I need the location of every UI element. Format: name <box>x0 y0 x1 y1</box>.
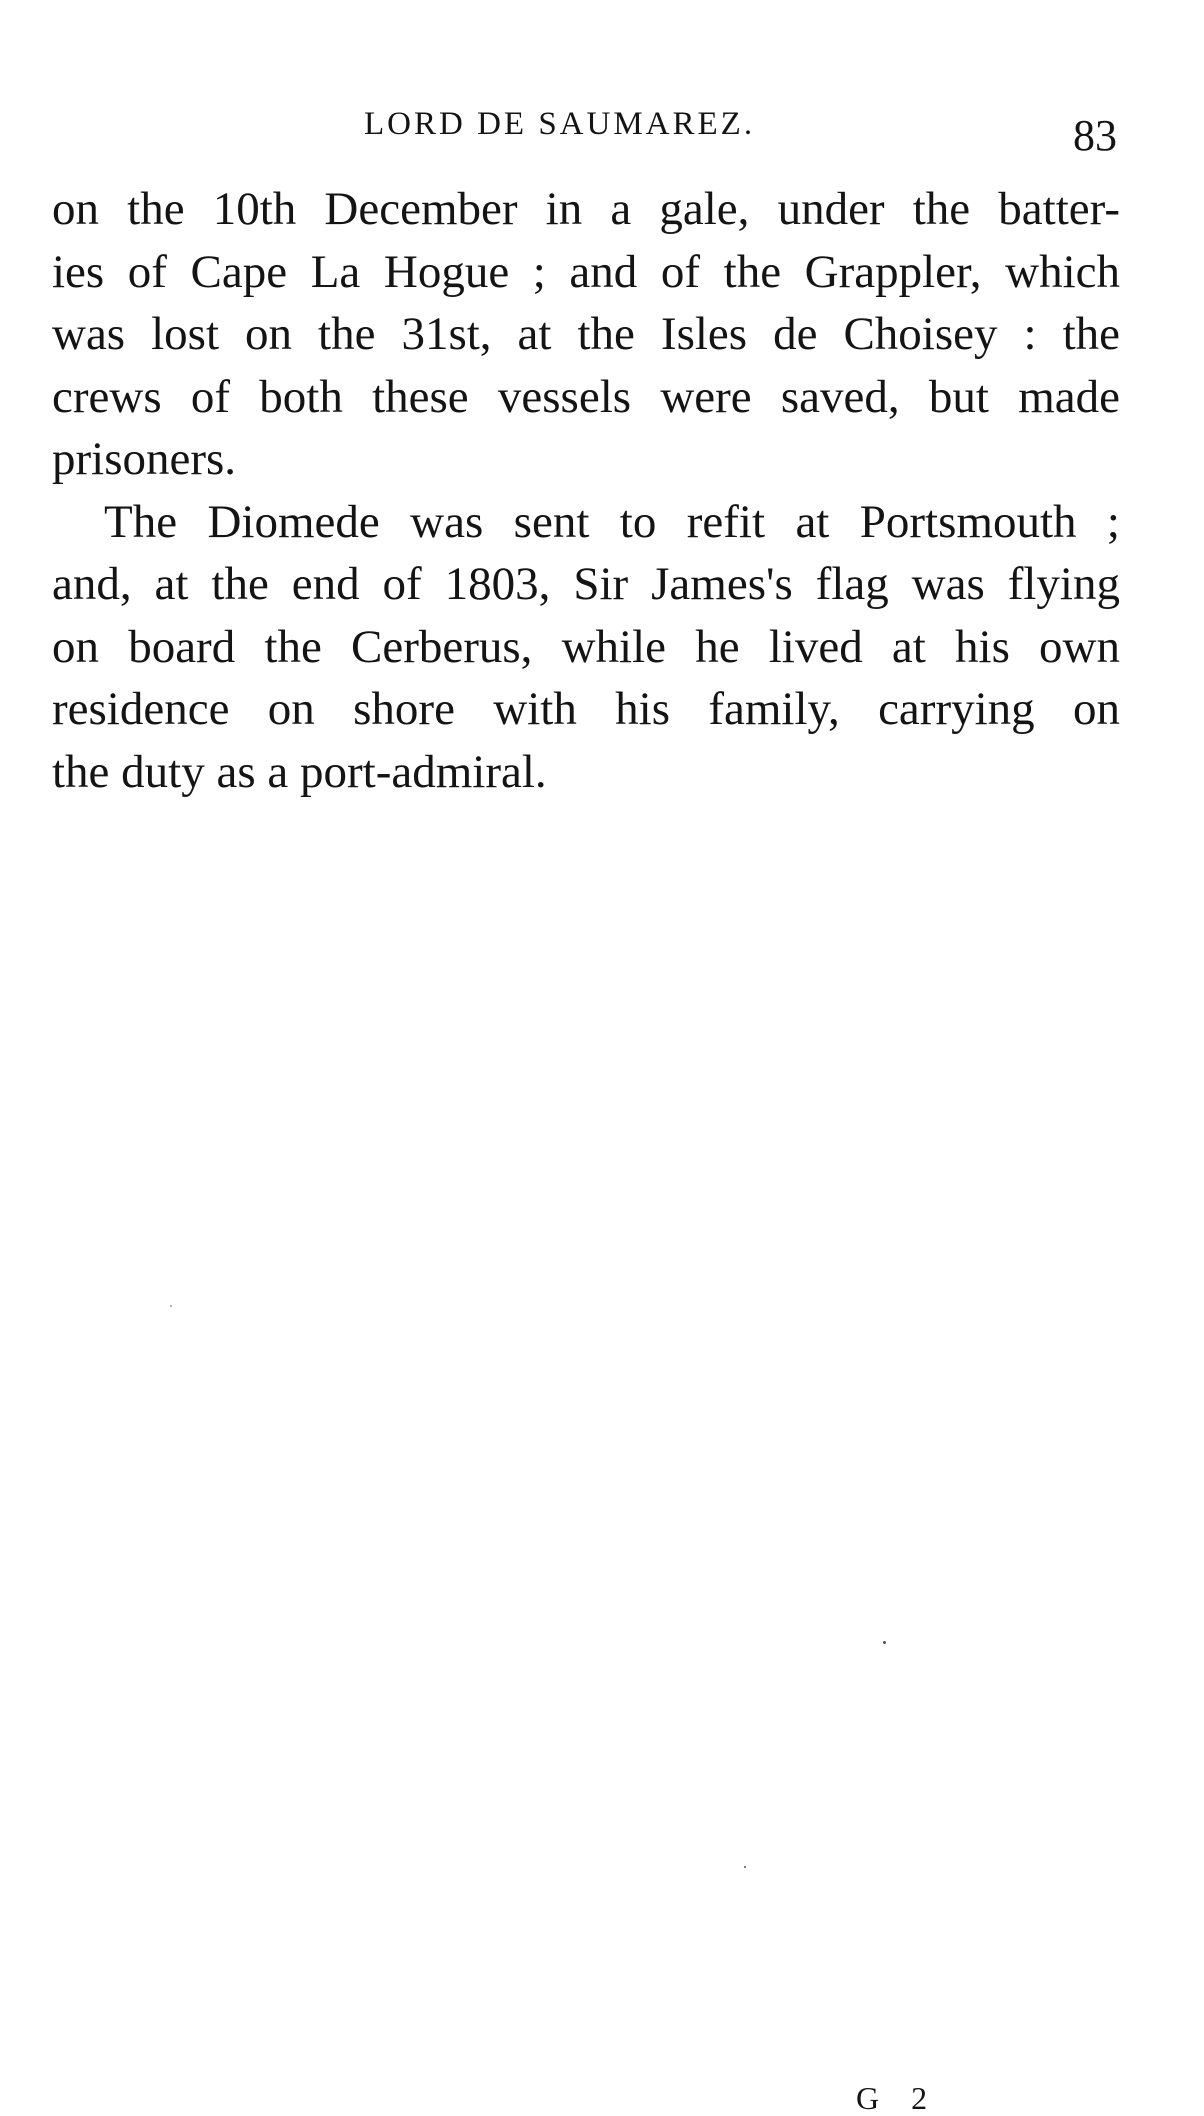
paragraph <box>52 491 1120 804</box>
text-line: ies of Cape La Hogue ; and of the Grappler, which <box>52 245 1120 298</box>
text-line: the duty as a port-admiral. <box>52 745 547 798</box>
signature-mark: G 2 <box>856 2080 940 2116</box>
paper-speck <box>170 1305 172 1307</box>
text-line: prisoners. <box>52 433 237 485</box>
text-line: was lost on the 31st, at the Isles de Choisey : the <box>52 308 1120 360</box>
text-line: crews of both these vessels were saved, but made <box>52 370 1120 423</box>
text-line: residence on shore with his family, carrying on <box>52 683 1120 735</box>
text-line: The Diomede was sent to refit at Portsmouth ; <box>104 495 1120 548</box>
paper-speck <box>744 1866 746 1868</box>
text-line: on board the Cerberus, while he lived at his own <box>52 620 1120 673</box>
body-text <box>52 178 1120 803</box>
paragraph <box>52 178 1120 491</box>
text-line: and, at the end of 1803, Sir James's flag was flying <box>52 558 1120 610</box>
running-head: LORD DE SAUMAREZ. <box>364 106 756 142</box>
paper-speck <box>883 1641 886 1644</box>
page-number: 83 <box>1073 111 1117 160</box>
text-line: on the 10th December in a gale, under the batter- <box>52 183 1120 235</box>
